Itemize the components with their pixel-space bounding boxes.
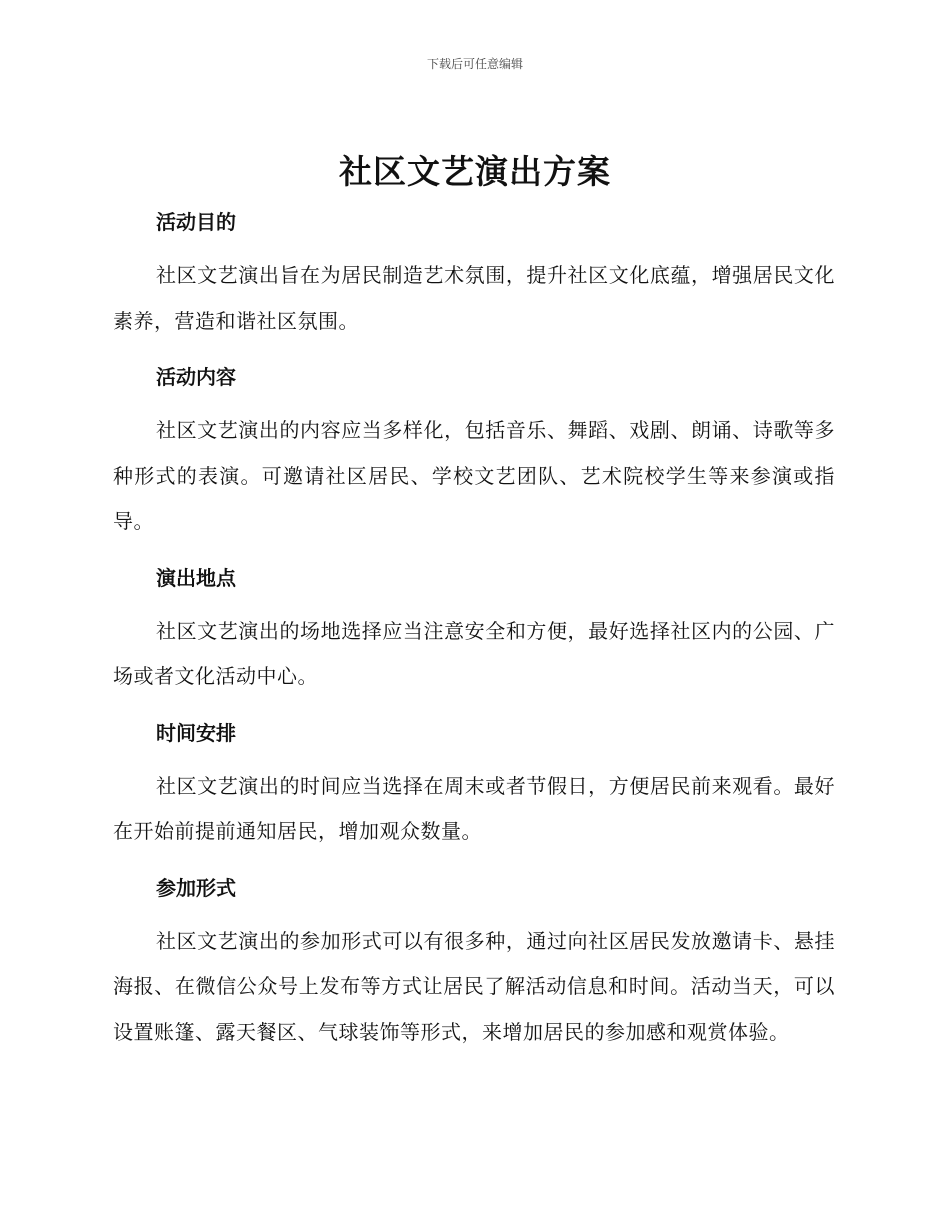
document-body [113, 204, 835, 1070]
section-content [113, 359, 835, 545]
section-heading: 参加形式 [156, 875, 236, 900]
section-venue [113, 560, 835, 700]
section-purpose [113, 204, 835, 344]
section-paragraph: 社区文艺演出的参加形式可以有很多种，通过向社区居民发放邀请卡、悬挂海报、在微信公众号上发布等方式让居民了解活动信息和时间。活动当天，可以设置账篷、露天餐区、气球装饰等形式，来增加居民的参加感和观赏体验。 [113, 928, 835, 1044]
section-heading: 时间安排 [156, 720, 236, 745]
page-header-note: 下载后可任意编辑 [426, 57, 523, 71]
section-paragraph: 社区文艺演出的内容应当多样化，包括音乐、舞蹈、戏剧、朗诵、诗歌等多种形式的表演。可邀请社区居民、学校文艺团队、艺术院校学生等来参演或指导。 [113, 418, 835, 533]
section-heading: 活动目的 [156, 210, 236, 234]
document-title: 社区文艺演出方案 [339, 152, 611, 191]
section-paragraph: 社区文艺演出的场地选择应当注意安全和方便，最好选择社区内的公园、广场或者文化活动中心。 [113, 618, 835, 688]
section-schedule [113, 715, 835, 855]
section-heading: 活动内容 [156, 365, 236, 389]
section-paragraph: 社区文艺演出的时间应当选择在周末或者节假日，方便居民前来观看。最好在开始前提前通知居民，增加观众数量。 [113, 773, 835, 843]
section-paragraph: 社区文艺演出旨在为居民制造艺术氛围，提升社区文化底蕴，增强居民文化素养，营造和谐社区氛围。 [113, 263, 835, 333]
section-heading: 演出地点 [156, 565, 236, 590]
section-participation [113, 870, 835, 1056]
